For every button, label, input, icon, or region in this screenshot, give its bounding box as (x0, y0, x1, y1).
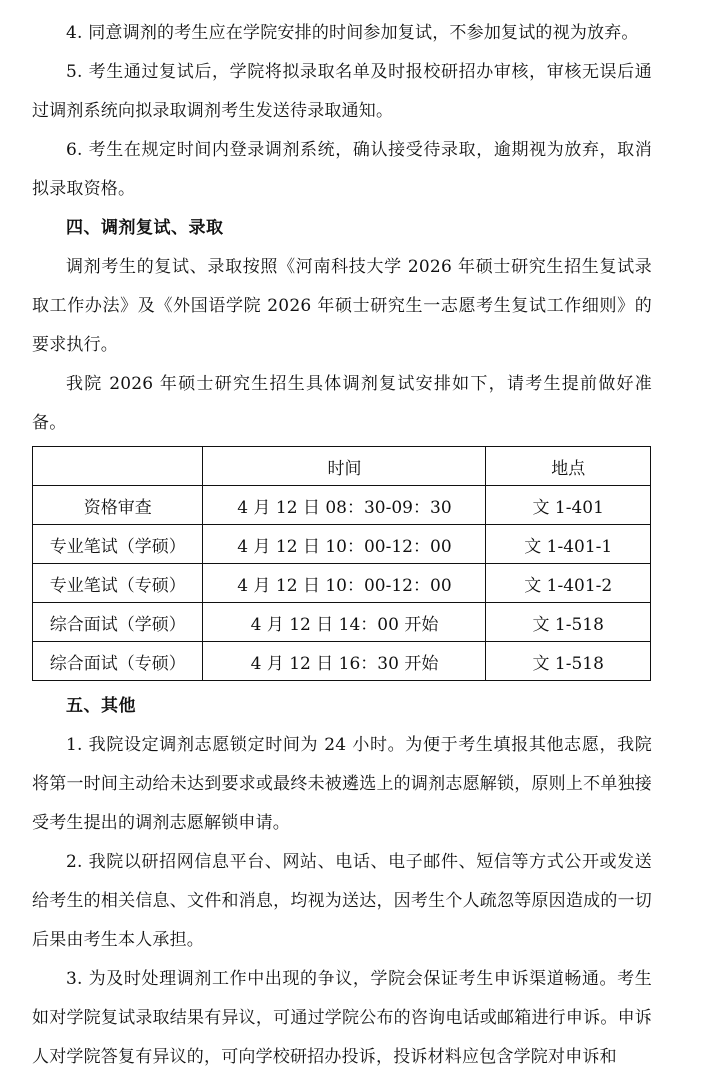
table-cell-location: 文 1-518 (486, 642, 651, 681)
table-cell-location: 文 1-401-2 (486, 564, 651, 603)
paragraph-item-5: 5. 考生通过复试后，学院将拟录取名单及时报校研招办审核，审核无误后通过调剂系统向拟录取调剂考生发送待录取通知。 (32, 62, 652, 121)
table-header-cell (33, 447, 203, 486)
table-row (33, 525, 651, 564)
table-header-cell: 地点 (486, 447, 651, 486)
table-cell-time: 4 月 12 日 16：30 开始 (203, 642, 486, 681)
table-cell-location: 文 1-401 (486, 486, 651, 525)
section4-paragraph-1: 调剂考生的复试、录取按照《河南科技大学 2026 年硕士研究生招生复试录取工作办法》及《外国语学院 2026 年硕士研究生一志愿考生复试工作细则》的要求执行。 (32, 257, 652, 355)
schedule-table (32, 446, 651, 681)
table-cell-item: 专业笔试（学硕） (33, 525, 203, 564)
table-cell-time: 4 月 12 日 14：00 开始 (203, 603, 486, 642)
table-cell-item: 专业笔试（专硕） (33, 564, 203, 603)
table-cell-time: 4 月 12 日 10：00-12：00 (203, 525, 486, 564)
section-heading-5: 五、其他 (66, 696, 136, 716)
table-cell-location: 文 1-401-1 (486, 525, 651, 564)
section-heading-4: 四、调剂复试、录取 (66, 218, 224, 238)
table-cell-item: 综合面试（专硕） (33, 642, 203, 681)
table-cell-time: 4 月 12 日 10：00-12：00 (203, 564, 486, 603)
paragraph-item-6: 6. 考生在规定时间内登录调剂系统，确认接受待录取，逾期视为放弃，取消拟录取资格。 (32, 140, 652, 199)
section5-paragraph-1: 1. 我院设定调剂志愿锁定时间为 24 小时。为便于考生填报其他志愿，我院将第一时间主动给未达到要求或最终未被遴选上的调剂志愿解锁，原则上不单独接受考生提出的调剂志愿解锁申请。 (32, 735, 652, 833)
section5-paragraph-2: 2. 我院以研招网信息平台、网站、电话、电子邮件、短信等方式公开或发送给考生的相关信息、文件和消息，均视为送达，因考生个人疏忽等原因造成的一切后果由考生本人承担。 (32, 852, 652, 950)
table-row (33, 603, 651, 642)
table-cell-location: 文 1-518 (486, 603, 651, 642)
section5-paragraph-3: 3. 为及时处理调剂工作中出现的争议，学院会保证考生申诉渠道畅通。考生如对学院复试录取结果有异议，可通过学院公布的咨询电话或邮箱进行申诉。申诉人对学院答复有异议的，可向学校研招办投诉，投诉材料应包含学院对申诉和 (32, 969, 652, 1067)
table-cell-time: 4 月 12 日 08：30-09：30 (203, 486, 486, 525)
section4-paragraph-2: 我院 2026 年硕士研究生招生具体调剂复试安排如下，请考生提前做好准备。 (32, 374, 652, 433)
table-row (33, 564, 651, 603)
table-cell-item: 资格审查 (33, 486, 203, 525)
table-cell-item: 综合面试（学硕） (33, 603, 203, 642)
paragraph-item-4: 4. 同意调剂的考生应在学院安排的时间参加复试，不参加复试的视为放弃。 (66, 23, 639, 43)
table-row (33, 486, 651, 525)
table-row (33, 642, 651, 681)
document-page (32, 14, 652, 1077)
table-header-row (33, 447, 651, 486)
table-header-cell: 时间 (203, 447, 486, 486)
